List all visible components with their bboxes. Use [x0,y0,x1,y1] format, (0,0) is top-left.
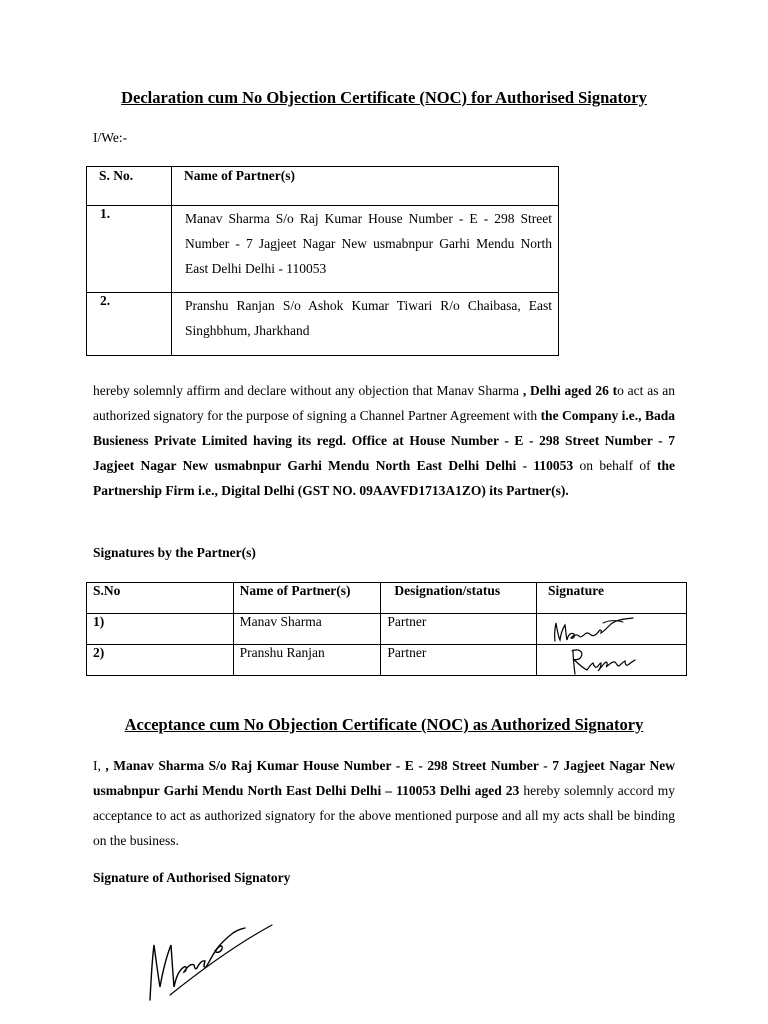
affirmation-text: o act as an authorized signatory for the purpose of signing a Channel Partner Agreement with [93,383,675,423]
signature-authorised-icon [140,905,280,1005]
row-sno: 1. [87,206,172,293]
affirmation-text: hereby solemnly affirm and declare without any objection that Manav Sharma [93,383,523,398]
header-sno: S.No [87,583,234,614]
signatures-table [86,582,687,676]
signature-manav-icon [537,614,686,644]
firm-details: the Partnership Firm i.e., Digital Delhi (GST NO. 09AAVFD1713A1ZO) its Partner(s). [93,458,675,498]
header-designation: Designation/status [381,583,537,614]
acceptance-paragraph [93,753,675,853]
signature-cell [537,645,687,676]
partners-table [86,166,559,356]
signatures-table-header [87,583,687,614]
partners-table-header [87,167,559,206]
acceptance-title: Acceptance cum No Objection Certificate (NOC) as Authorized Signatory [124,715,644,734]
acceptance-text: I, [93,758,106,773]
row-sno: 1) [87,614,234,645]
row-name: Pranshu Ranjan [233,645,381,676]
row-sno: 2. [87,293,172,356]
affirmation-paragraph [93,378,675,503]
header-name: Name of Partner(s) [233,583,381,614]
row-name: Manav Sharma [233,614,381,645]
row-name: Pranshu Ranjan S/o Ashok Kumar Tiwari R/o Chaibasa, East Singhbhum, Jharkhand [172,293,559,356]
authorised-signature-label: Signature of Authorised Signatory [93,870,291,885]
table-row [87,293,559,356]
table-row [87,645,687,676]
row-designation: Partner [381,614,537,645]
table-row [87,206,559,293]
signature-pranshu-icon [537,645,686,675]
acceptance-bold: , Manav Sharma S/o Raj Kumar House Number - E - 298 Street Number - 7 Jagjeet Nagar New usmabnpur Garhi Mendu North East Delhi Delhi – 110053 Delhi aged 23 [93,758,676,798]
acceptance-text: hereby solemnly accord my acceptance to act as authorized signatory for the above mentioned purpose and all my acts shall be binding on the business. [93,783,675,848]
intro-text: I/We:- [93,130,128,145]
header-name: Name of Partner(s) [172,167,559,206]
header-sno: S. No. [87,167,172,206]
declaration-title: Declaration cum No Objection Certificate (NOC) for Authorised Signatory [121,88,647,107]
row-name: Manav Sharma S/o Raj Kumar House Number - E - 298 Street Number - 7 Jagjeet Nagar New usmabnpur Garhi Mendu North East Delhi Delhi - 110053 [172,206,559,293]
signatures-heading: Signatures by the Partner(s) [93,545,256,560]
row-sno: 2) [87,645,234,676]
header-signature: Signature [537,583,687,614]
signature-cell [537,614,687,645]
company-details: the Company i.e., Bada Busieness Private Limited having its regd. Office at House Number - E - 298 Street Number - 7 Jagjeet Nagar New usmabnpur Garhi Mendu North East Delhi Delhi - 110053 [93,408,675,473]
affirmation-bold: , Delhi aged 26 t [522,383,618,398]
row-designation: Partner [381,645,537,676]
table-row [87,614,687,645]
authorised-signature [140,905,280,1010]
affirmation-text: on behalf of [573,458,657,473]
